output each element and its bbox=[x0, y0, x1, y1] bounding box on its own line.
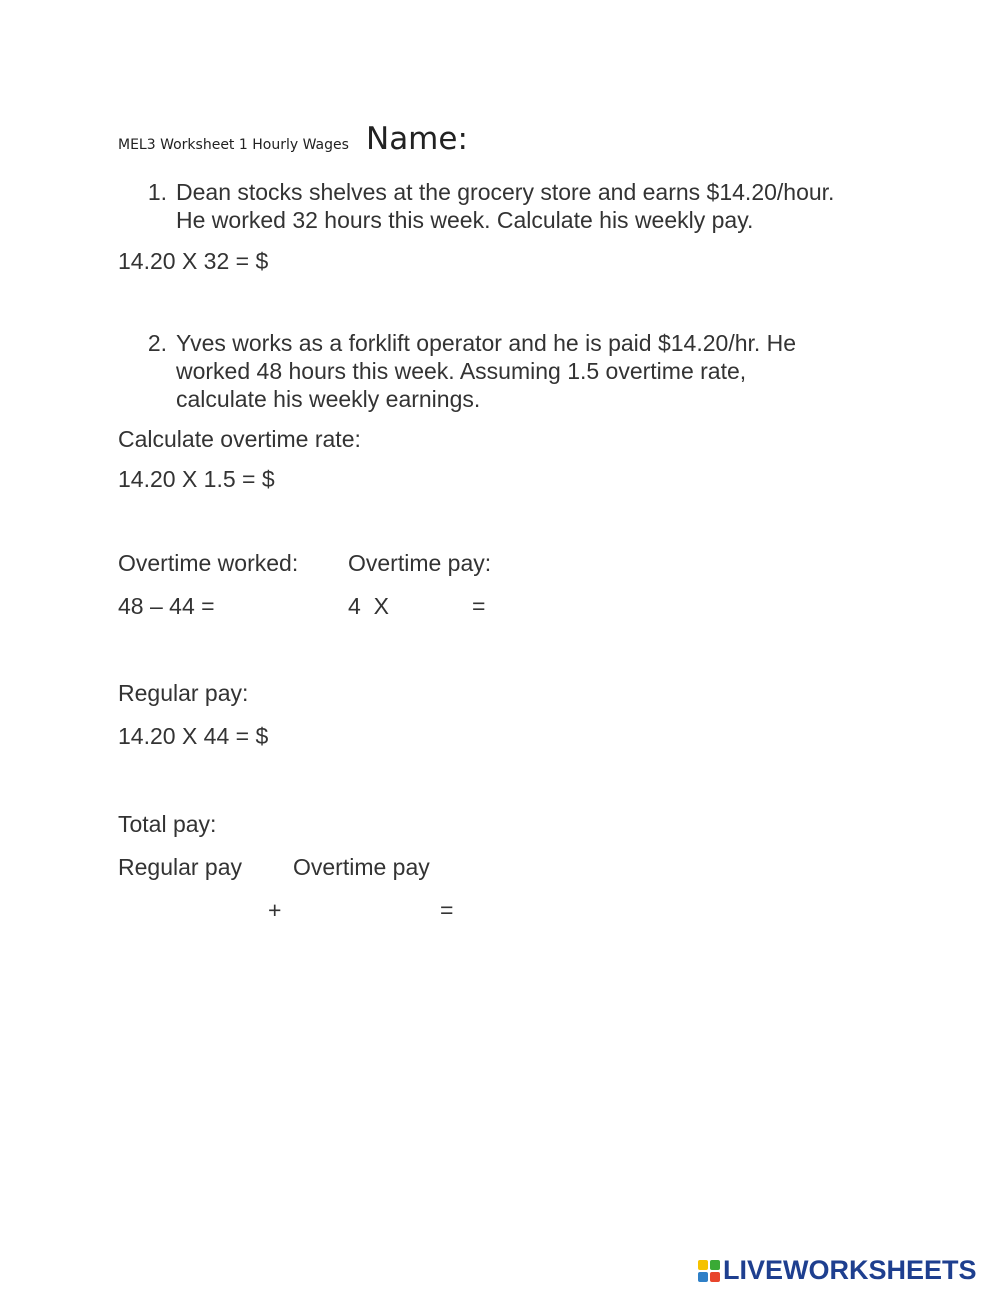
name-label: Name: bbox=[366, 121, 468, 157]
q1-equation: 14.20 X 32 = $ bbox=[118, 248, 269, 274]
total-regular-pay-label: Regular pay bbox=[118, 854, 243, 880]
question-1-line-1: Dean stocks shelves at the grocery store and earns $14.20/hour. bbox=[176, 179, 835, 205]
liveworksheets-logo-icon bbox=[698, 1260, 720, 1282]
logo-square-yellow bbox=[698, 1260, 708, 1270]
regular-pay-equation: 14.20 X 44 = $ bbox=[118, 723, 269, 749]
regular-pay-label: Regular pay: bbox=[118, 680, 249, 706]
overtime-pay-equation: 4 X bbox=[348, 593, 389, 619]
equals-sign: = bbox=[440, 897, 454, 923]
question-1-line-2: He worked 32 hours this week. Calculate his weekly pay. bbox=[176, 207, 754, 233]
liveworksheets-brand-text: LIVEWORKSHEETS bbox=[723, 1255, 977, 1285]
question-1-number: 1. bbox=[147, 179, 167, 205]
logo-square-blue bbox=[698, 1272, 708, 1282]
logo-square-green bbox=[710, 1260, 720, 1270]
question-2-line-3: calculate his weekly earnings. bbox=[176, 386, 481, 412]
worksheet-title: MEL3 Worksheet 1 Hourly Wages bbox=[118, 137, 349, 153]
overtime-pay-label: Overtime pay: bbox=[348, 550, 492, 576]
logo-square-red bbox=[710, 1272, 720, 1282]
question-2-line-2: worked 48 hours this week. Assuming 1.5 overtime rate, bbox=[176, 358, 747, 384]
question-2-number: 2. bbox=[147, 330, 167, 356]
overtime-rate-label: Calculate overtime rate: bbox=[118, 426, 361, 452]
overtime-worked-label: Overtime worked: bbox=[118, 550, 299, 576]
overtime-worked-equation: 48 – 44 = bbox=[118, 593, 215, 619]
overtime-pay-equals: = bbox=[472, 593, 486, 619]
liveworksheets-logo[interactable] bbox=[698, 1255, 977, 1286]
overtime-rate-equation: 14.20 X 1.5 = $ bbox=[118, 466, 275, 492]
plus-sign: + bbox=[268, 897, 282, 923]
total-overtime-pay-label: Overtime pay bbox=[293, 854, 430, 880]
question-2-line-1: Yves works as a forklift operator and he is paid $14.20/hr. He bbox=[176, 330, 797, 356]
total-pay-label: Total pay: bbox=[118, 811, 217, 837]
